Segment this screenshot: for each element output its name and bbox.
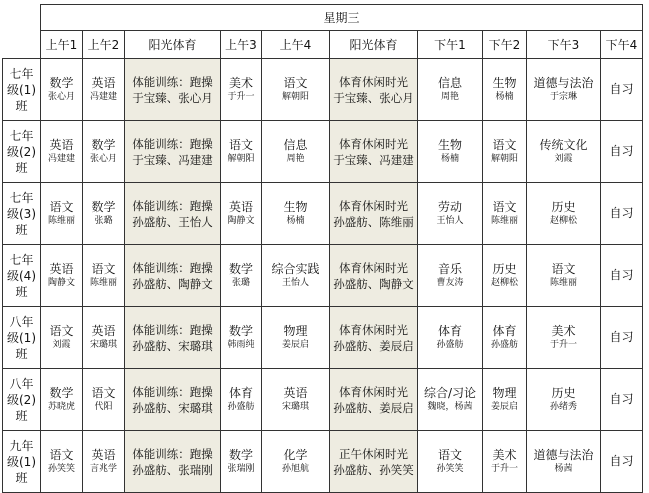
- lesson-cell: [483, 307, 527, 369]
- subject-label: 数学: [91, 137, 116, 152]
- subject-label: 生物: [492, 75, 517, 90]
- subject-label: 体育: [437, 323, 462, 338]
- teacher-label: 宋璐琪: [89, 339, 117, 350]
- teacher-label: 陶静文: [47, 277, 75, 288]
- subject-label: 自习: [609, 144, 634, 158]
- lesson-cell: [41, 307, 83, 369]
- subject-label: 传统文化: [539, 137, 588, 152]
- class-row: [3, 431, 643, 493]
- period-header: 下午2: [483, 31, 527, 59]
- subject-label: 英语: [283, 385, 308, 400]
- lesson-cell: [483, 431, 527, 493]
- teacher-label: 于宝臻、张心月: [132, 90, 213, 105]
- subject-label: 自习: [609, 330, 634, 344]
- subject-label: 体育休闲时光: [339, 198, 408, 213]
- teacher-label: 姜辰启: [490, 401, 518, 412]
- lesson-cell: [262, 183, 330, 245]
- pe-activity-cell: [125, 245, 221, 307]
- self-study-cell: [601, 431, 643, 493]
- lesson-cell: [418, 307, 483, 369]
- lesson-cell: [41, 59, 83, 121]
- class-name-cell: 七年 级(1) 班: [3, 59, 41, 121]
- teacher-label: 张璐: [94, 215, 113, 226]
- period-header: 下午4: [601, 31, 643, 59]
- teacher-label: 孙盛舫: [490, 339, 518, 350]
- class-row: [3, 245, 643, 307]
- lesson-cell: [221, 307, 262, 369]
- subject-label: 体育: [492, 323, 517, 338]
- teacher-label: 宋璐琪: [281, 401, 309, 412]
- teacher-label: 孙盛舫、姜辰启: [333, 400, 414, 415]
- subject-label: 正午休闲时光: [339, 446, 408, 461]
- lesson-cell: [41, 369, 83, 431]
- self-study-cell: [601, 245, 643, 307]
- teacher-label: 刘霞: [52, 339, 71, 350]
- subject-label: 数学: [49, 385, 74, 400]
- subject-label: 语文: [437, 447, 462, 462]
- teacher-label: 张心月: [47, 91, 75, 102]
- lesson-cell: [221, 183, 262, 245]
- subject-label: 自习: [609, 206, 634, 220]
- pe-activity-cell: [330, 59, 418, 121]
- lesson-cell: [262, 369, 330, 431]
- day-label: 星期三: [41, 5, 643, 31]
- class-row: [3, 121, 643, 183]
- teacher-label: 魏晓，杨茜: [427, 401, 473, 412]
- period-header: 下午1: [418, 31, 483, 59]
- teacher-label: 孙盛舫、孙笑笑: [333, 462, 414, 477]
- teacher-label: 孙笑笑: [436, 463, 464, 474]
- class-name-cell: 八年 级(2) 班: [3, 369, 41, 431]
- subject-label: 综合实践: [271, 261, 320, 276]
- lesson-cell: [262, 307, 330, 369]
- class-name-cell: 九年 级(1) 班: [3, 431, 41, 493]
- teacher-label: 解朝阳: [227, 153, 255, 164]
- subject-label: 历史: [551, 385, 576, 400]
- teacher-label: 张璐: [231, 277, 250, 288]
- teacher-label: 孙盛舫、张瑞刚: [132, 462, 213, 477]
- subject-label: 英语: [49, 137, 74, 152]
- teacher-label: 孙绪秀: [549, 401, 577, 412]
- subject-label: 自习: [609, 454, 634, 468]
- teacher-label: 孙盛舫、宋璐琪: [132, 400, 213, 415]
- subject-label: 生物: [437, 137, 462, 152]
- corner-cell: [3, 5, 41, 59]
- period-header: 上午2: [83, 31, 125, 59]
- subject-label: 体育休闲时光: [339, 260, 408, 275]
- subject-label: 综合/习论: [423, 385, 477, 400]
- schedule-body: [3, 59, 643, 493]
- subject-label: 英语: [91, 75, 116, 90]
- subject-label: 数学: [228, 323, 253, 338]
- lesson-cell: [83, 245, 125, 307]
- lesson-cell: [527, 245, 601, 307]
- lesson-cell: [221, 431, 262, 493]
- pe-activity-cell: [125, 59, 221, 121]
- teacher-label: 孙盛舫、陶静文: [333, 276, 414, 291]
- teacher-label: 孙笑笑: [47, 463, 75, 474]
- subject-label: 语文: [91, 261, 116, 276]
- subject-label: 体能训练：跑操: [132, 322, 213, 337]
- teacher-label: 冯建建: [47, 153, 75, 164]
- lesson-cell: [418, 121, 483, 183]
- teacher-label: 周艳: [286, 153, 305, 164]
- teacher-label: 刘霞: [554, 153, 573, 164]
- lesson-cell: [527, 183, 601, 245]
- period-header-row: [3, 31, 643, 59]
- teacher-label: 孙盛舫、王怡人: [132, 214, 213, 229]
- teacher-label: 赵柳松: [549, 215, 577, 226]
- subject-label: 体育休闲时光: [339, 136, 408, 151]
- teacher-label: 苏晓虎: [47, 401, 75, 412]
- self-study-cell: [601, 183, 643, 245]
- lesson-cell: [221, 121, 262, 183]
- subject-label: 体能训练：跑操: [132, 136, 213, 151]
- subject-label: 英语: [91, 323, 116, 338]
- lesson-cell: [483, 245, 527, 307]
- period-header: 下午3: [527, 31, 601, 59]
- teacher-label: 曹友涛: [436, 277, 464, 288]
- subject-label: 数学: [49, 75, 74, 90]
- subject-label: 体能训练：跑操: [132, 384, 213, 399]
- subject-label: 历史: [492, 261, 517, 276]
- lesson-cell: [41, 183, 83, 245]
- teacher-label: 孙盛舫、陶静文: [132, 276, 213, 291]
- teacher-label: 言兆学: [89, 463, 117, 474]
- pe-activity-cell: [330, 183, 418, 245]
- lesson-cell: [83, 121, 125, 183]
- teacher-label: 冯建建: [89, 91, 117, 102]
- teacher-label: 代阳: [94, 401, 113, 412]
- lesson-cell: [483, 121, 527, 183]
- teacher-label: 韩雨纯: [227, 339, 255, 350]
- subject-label: 体能训练：跑操: [132, 260, 213, 275]
- subject-label: 体育休闲时光: [339, 74, 408, 89]
- teacher-label: 于宝臻、张心月: [333, 90, 414, 105]
- period-header: 阳光体育: [125, 31, 221, 59]
- teacher-label: 张心月: [89, 153, 117, 164]
- subject-label: 语文: [492, 137, 517, 152]
- teacher-label: 于宝臻、冯建建: [132, 152, 213, 167]
- class-name-cell: 八年 级(1) 班: [3, 307, 41, 369]
- lesson-cell: [41, 431, 83, 493]
- lesson-cell: [483, 183, 527, 245]
- pe-activity-cell: [330, 245, 418, 307]
- pe-activity-cell: [125, 431, 221, 493]
- teacher-label: 孙旭航: [281, 463, 309, 474]
- teacher-label: 陈维丽: [549, 277, 577, 288]
- self-study-cell: [601, 307, 643, 369]
- subject-label: 美术: [551, 323, 576, 338]
- pe-activity-cell: [330, 121, 418, 183]
- lesson-cell: [262, 245, 330, 307]
- class-name-cell: 七年 级(3) 班: [3, 183, 41, 245]
- lesson-cell: [262, 59, 330, 121]
- teacher-label: 张瑞刚: [227, 463, 255, 474]
- subject-label: 美术: [228, 75, 253, 90]
- self-study-cell: [601, 369, 643, 431]
- subject-label: 信息: [283, 137, 308, 152]
- lesson-cell: [41, 245, 83, 307]
- subject-label: 体育: [228, 385, 253, 400]
- teacher-label: 杨楠: [440, 153, 459, 164]
- subject-label: 道德与法治: [533, 447, 594, 462]
- lesson-cell: [221, 369, 262, 431]
- lesson-cell: [418, 369, 483, 431]
- subject-label: 生物: [283, 199, 308, 214]
- teacher-label: 孙盛舫: [227, 401, 255, 412]
- subject-label: 物理: [283, 323, 308, 338]
- subject-label: 语文: [49, 199, 74, 214]
- lesson-cell: [418, 59, 483, 121]
- schedule-table: [2, 4, 643, 493]
- subject-label: 语文: [283, 75, 308, 90]
- subject-label: 物理: [492, 385, 517, 400]
- subject-label: 英语: [228, 199, 253, 214]
- teacher-label: 陈维丽: [490, 215, 518, 226]
- period-header: 阳光体育: [330, 31, 418, 59]
- pe-activity-cell: [330, 369, 418, 431]
- subject-label: 语文: [91, 385, 116, 400]
- teacher-label: 王怡人: [281, 277, 309, 288]
- class-row: [3, 307, 643, 369]
- pe-activity-cell: [330, 431, 418, 493]
- teacher-label: 解朝阳: [490, 153, 518, 164]
- lesson-cell: [527, 121, 601, 183]
- lesson-cell: [262, 121, 330, 183]
- subject-label: 劳动: [437, 199, 462, 214]
- subject-label: 体育休闲时光: [339, 384, 408, 399]
- teacher-label: 杨茜: [554, 463, 573, 474]
- lesson-cell: [83, 59, 125, 121]
- lesson-cell: [262, 431, 330, 493]
- subject-label: 语文: [551, 261, 576, 276]
- subject-label: 数学: [228, 261, 253, 276]
- subject-label: 体能训练：跑操: [132, 198, 213, 213]
- subject-label: 自习: [609, 268, 634, 282]
- teacher-label: 于升一: [549, 339, 577, 350]
- teacher-label: 陈维丽: [89, 277, 117, 288]
- lesson-cell: [483, 59, 527, 121]
- class-row: [3, 369, 643, 431]
- subject-label: 信息: [437, 75, 462, 90]
- pe-activity-cell: [125, 121, 221, 183]
- pe-activity-cell: [125, 183, 221, 245]
- lesson-cell: [527, 369, 601, 431]
- subject-label: 数学: [228, 447, 253, 462]
- lesson-cell: [83, 369, 125, 431]
- lesson-cell: [527, 307, 601, 369]
- teacher-label: 孙盛舫、陈维丽: [333, 214, 414, 229]
- pe-activity-cell: [125, 307, 221, 369]
- class-row: [3, 59, 643, 121]
- subject-label: 音乐: [437, 261, 462, 276]
- subject-label: 数学: [91, 199, 116, 214]
- subject-label: 美术: [492, 447, 517, 462]
- teacher-label: 于升一: [227, 91, 255, 102]
- subject-label: 英语: [91, 447, 116, 462]
- class-name-cell: 七年 级(2) 班: [3, 121, 41, 183]
- lesson-cell: [221, 59, 262, 121]
- teacher-label: 陈维丽: [47, 215, 75, 226]
- self-study-cell: [601, 121, 643, 183]
- teacher-label: 于宗琳: [549, 91, 577, 102]
- teacher-label: 姜辰启: [281, 339, 309, 350]
- lesson-cell: [527, 431, 601, 493]
- subject-label: 自习: [609, 82, 634, 96]
- subject-label: 语文: [228, 137, 253, 152]
- period-header: 上午1: [41, 31, 83, 59]
- lesson-cell: [527, 59, 601, 121]
- lesson-cell: [221, 245, 262, 307]
- teacher-label: 于宝臻、冯建建: [333, 152, 414, 167]
- lesson-cell: [83, 307, 125, 369]
- teacher-label: 王怡人: [436, 215, 464, 226]
- subject-label: 体育休闲时光: [339, 322, 408, 337]
- lesson-cell: [83, 431, 125, 493]
- teacher-label: 孙盛舫、宋璐琪: [132, 338, 213, 353]
- period-header: 上午4: [262, 31, 330, 59]
- lesson-cell: [418, 431, 483, 493]
- teacher-label: 陶静文: [227, 215, 255, 226]
- subject-label: 化学: [283, 447, 308, 462]
- lesson-cell: [83, 183, 125, 245]
- teacher-label: 解朝阳: [281, 91, 309, 102]
- pe-activity-cell: [330, 307, 418, 369]
- pe-activity-cell: [125, 369, 221, 431]
- class-row: [3, 183, 643, 245]
- lesson-cell: [41, 121, 83, 183]
- subject-label: 语文: [49, 447, 74, 462]
- subject-label: 英语: [49, 261, 74, 276]
- teacher-label: 杨楠: [286, 215, 305, 226]
- teacher-label: 孙盛舫、姜辰启: [333, 338, 414, 353]
- teacher-label: 于升一: [490, 463, 518, 474]
- lesson-cell: [418, 245, 483, 307]
- subject-label: 体能训练：跑操: [132, 446, 213, 461]
- self-study-cell: [601, 59, 643, 121]
- subject-label: 语文: [49, 323, 74, 338]
- teacher-label: 孙盛舫: [436, 339, 464, 350]
- period-header: 上午3: [221, 31, 262, 59]
- lesson-cell: [418, 183, 483, 245]
- teacher-label: 杨楠: [495, 91, 514, 102]
- subject-label: 历史: [551, 199, 576, 214]
- teacher-label: 周艳: [440, 91, 459, 102]
- subject-label: 体能训练：跑操: [132, 74, 213, 89]
- subject-label: 语文: [492, 199, 517, 214]
- subject-label: 自习: [609, 392, 634, 406]
- teacher-label: 赵柳松: [490, 277, 518, 288]
- subject-label: 道德与法治: [533, 75, 594, 90]
- lesson-cell: [483, 369, 527, 431]
- class-name-cell: 七年 级(4) 班: [3, 245, 41, 307]
- day-header-row: [3, 5, 643, 31]
